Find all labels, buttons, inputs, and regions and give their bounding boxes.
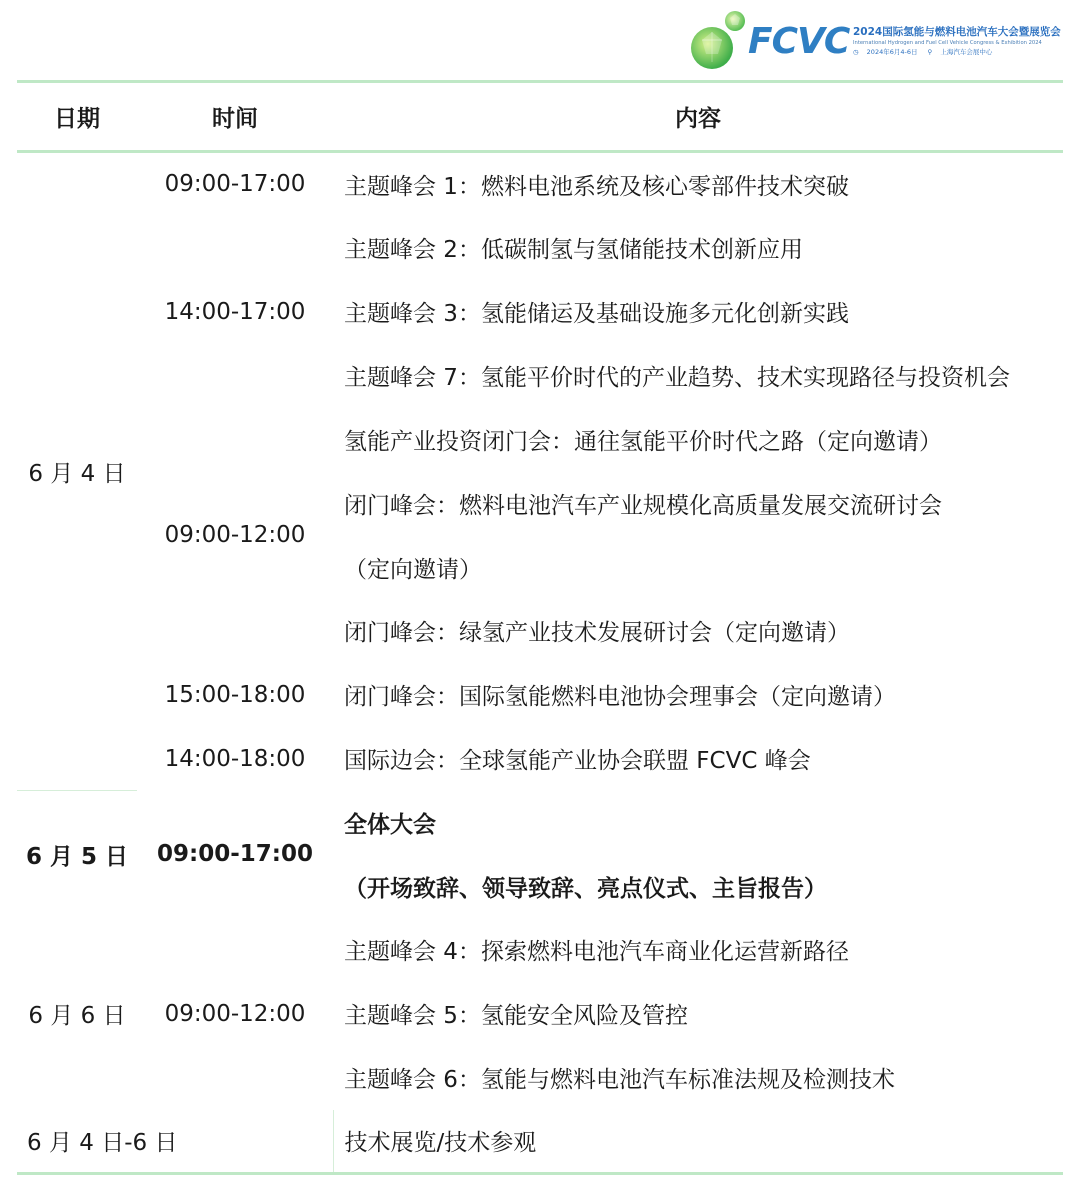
location-icon: ⚲	[927, 48, 933, 56]
session-cell: 技术展览/技术参观	[333, 1110, 1063, 1174]
header-content: 内容	[333, 82, 1063, 152]
schedule-table	[17, 80, 1063, 1175]
event-subtitle: International Hydrogen and Fuel Cell Vehicle Congress & Exhibition 2024	[853, 40, 1042, 46]
time-cell: 09:00-17:00	[157, 841, 313, 867]
session-cell: 国际边会：全球氢能产业协会联盟 FCVC 峰会	[344, 748, 811, 774]
table-row	[17, 727, 1063, 791]
date-cell: 6 月 6 日	[28, 1003, 126, 1029]
event-meta	[853, 47, 1073, 57]
table-row	[17, 1110, 1063, 1174]
session-cell: 闭门峰会：绿氢产业技术发展研讨会（定向邀请）	[344, 620, 850, 646]
session-cell: 氢能产业投资闭门会：通往氢能平价时代之路（定向邀请）	[344, 429, 942, 455]
logo-molecule-icon	[688, 10, 748, 70]
event-venue: 上海汽车会展中心	[940, 48, 993, 56]
table-row	[17, 663, 1063, 727]
session-cell: 主题峰会 4：探索燃料电池汽车商业化运营新路径	[344, 939, 849, 965]
session-cell-continued: （定向邀请）	[344, 556, 482, 583]
table-row	[17, 408, 1063, 472]
time-cell: 09:00-12:00	[164, 1000, 306, 1027]
table-row	[17, 152, 1063, 216]
session-cell: 主题峰会 6：氢能与燃料电池汽车标准法规及检测技术	[344, 1067, 895, 1093]
session-cell: 闭门峰会：国际氢能燃料电池协会理事会（定向邀请）	[344, 684, 896, 710]
session-cell: 主题峰会 1：燃料电池系统及核心零部件技术突破	[344, 173, 849, 200]
date-cell: 6 月 4 日	[17, 152, 137, 791]
table-row	[17, 791, 1063, 855]
plenary-detail: （开场致辞、领导致辞、亮点仪式、主旨报告）	[344, 875, 827, 902]
session-cell: 主题峰会 2：低碳制氢与氢储能技术创新应用	[344, 237, 803, 263]
table-row	[17, 918, 1063, 982]
event-logo	[688, 10, 1070, 72]
session-cell: 主题峰会 7：氢能平价时代的产业趋势、技术实现路径与投资机会	[344, 365, 1010, 391]
event-date: 2024年6月4-6日	[866, 48, 918, 56]
time-cell: 09:00-12:00	[164, 522, 306, 548]
session-cell: 闭门峰会：燃料电池汽车产业规模化高质量发展交流研讨会	[344, 493, 942, 519]
time-cell: 14:00-18:00	[164, 745, 306, 772]
table-row	[17, 216, 1063, 280]
date-cell: 6 月 4 日-6 日	[17, 1110, 333, 1174]
clock-icon: ◷	[853, 48, 859, 56]
header-date: 日期	[17, 82, 137, 152]
time-cell: 14:00-17:00	[164, 298, 306, 325]
date-cell: 6 月 5 日	[25, 843, 129, 870]
logo-wordmark: FCVC	[748, 21, 850, 62]
table-header-row	[17, 82, 1063, 152]
time-cell: 09:00-17:00	[164, 171, 306, 198]
time-cell: 15:00-18:00	[164, 681, 306, 708]
session-cell: 主题峰会 3：氢能储运及基础设施多元化创新实践	[344, 301, 849, 327]
plenary-title: 全体大会	[344, 812, 436, 838]
session-cell: 主题峰会 5：氢能安全风险及管控	[344, 1003, 688, 1029]
header-time: 时间	[137, 82, 333, 152]
event-title: 2024国际氢能与燃料电池汽车大会暨展览会	[853, 26, 1061, 38]
